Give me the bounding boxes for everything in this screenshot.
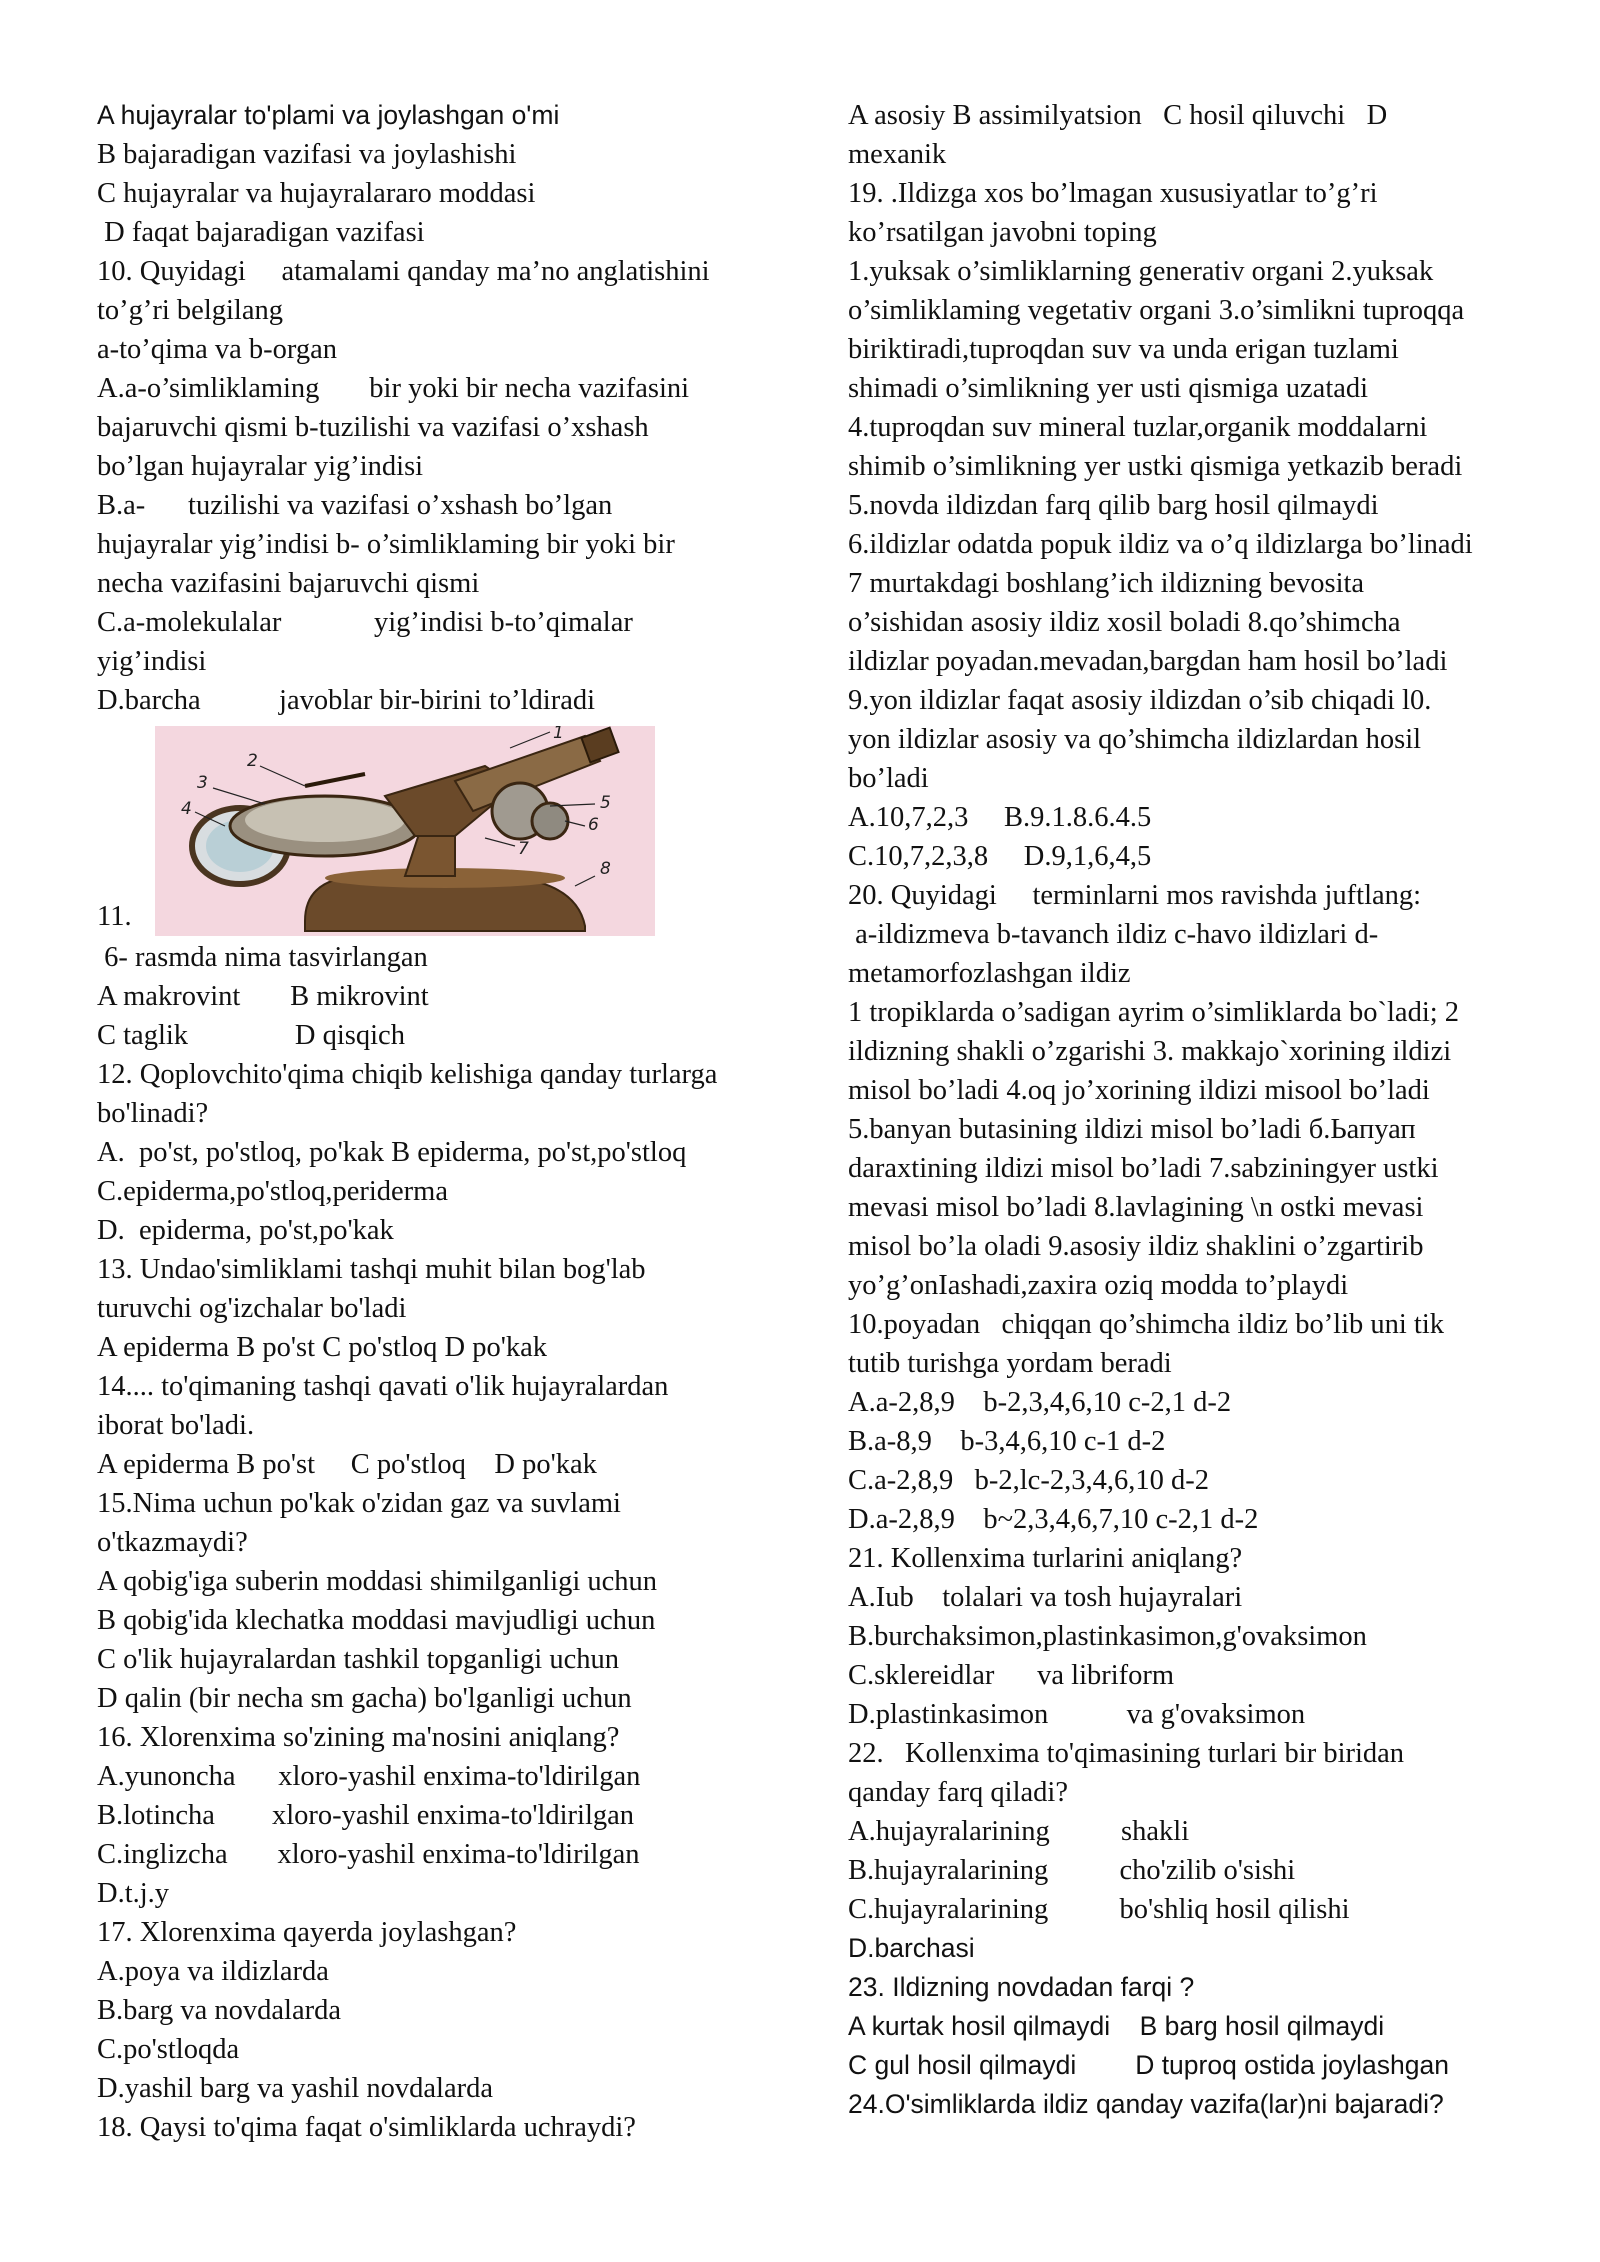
- leader-line-8: [575, 876, 595, 886]
- text-line: 5.novda ildizdan farq qilib barg hosil qilmaydi: [848, 490, 1379, 521]
- text-line: B.lotincha xloro-yashil enxima-to'ldirilgan: [97, 1800, 635, 1831]
- figure-label-1: 1: [553, 726, 564, 743]
- text-line: 16. Xlorenxima so'zining ma'nosini aniqlang?: [97, 1722, 620, 1753]
- text-line: iborat bo'ladi.: [97, 1410, 255, 1441]
- text-line: D.barcha javoblar bir-birini to’ldiradi: [97, 685, 596, 716]
- question-11-number: 11.: [97, 901, 132, 932]
- text-line: A hujayralar to'plami va joylashgan o'mi: [97, 100, 560, 130]
- text-line: C o'lik hujayralardan tashkil topganligi uchun: [97, 1644, 619, 1675]
- text-line: o’simliklaming vegetativ organi 3.o’simlikni tuproqqa: [848, 295, 1465, 326]
- text-line: A epiderma B po'st C po'stloq D po'kak: [97, 1449, 597, 1480]
- text-line: 9.yon ildizlar faqat asosiy ildizdan o’sib chiqadi l0.: [848, 685, 1432, 716]
- text-line: 19. .Ildizga xos bo’lmagan xususiyatlar to’g’ri: [848, 178, 1378, 209]
- text-line: 22. Kollenxima to'qimasining turlari bir biridan: [848, 1738, 1405, 1769]
- text-line: A.hujayralarining shakli: [848, 1816, 1190, 1847]
- leader-line-2: [260, 766, 305, 786]
- text-line: 13. Undao'simliklami tashqi muhit bilan bog'lab: [97, 1254, 646, 1285]
- text-line: C.10,7,2,3,8 D.9,1,6,4,5: [848, 841, 1152, 872]
- text-line: A.a-o’simliklaming bir yoki bir necha vazifasini: [97, 373, 690, 404]
- text-line: bo'linadi?: [97, 1098, 209, 1129]
- microscope-illustration: [155, 726, 655, 936]
- text-line: A qobig'iga suberin moddasi shimilganligi uchun: [97, 1566, 658, 1597]
- text-line: 4.tuproqdan suv mineral tuzlar,organik moddalarni: [848, 412, 1428, 443]
- text-line: o'tkazmaydi?: [97, 1527, 248, 1558]
- figure-label-3: 3: [197, 773, 208, 793]
- text-line: 10.poyadan chiqqan qo’shimcha ildiz bo’lib uni tik: [848, 1309, 1445, 1340]
- text-line: B.burchaksimon,plastinkasimon,g'ovaksimon: [848, 1621, 1367, 1652]
- text-line: 20. Quyidagi terminlarni mos ravishda juftlang:: [848, 880, 1422, 911]
- leader-line-1: [510, 732, 550, 748]
- text-line: 1.yuksak o’simliklarning generativ organi 2.yuksak: [848, 256, 1434, 287]
- text-line: D faqat bajaradigan vazifasi: [97, 217, 425, 248]
- text-line: hujayralar yig’indisi b- o’simliklaming bir yoki bir: [97, 529, 675, 560]
- text-line: A.poya va ildizlarda: [97, 1956, 329, 1987]
- microscope-drawing: [155, 726, 655, 936]
- text-line: tutib turishga yordam beradi: [848, 1348, 1172, 1379]
- text-line: A kurtak hosil qilmaydi B barg hosil qilmaydi: [848, 2011, 1385, 2041]
- text-line: C.a-2,8,9 b-2,lc-2,3,4,6,10 d-2: [848, 1465, 1209, 1496]
- text-line: 15.Nima uchun po'kak o'zidan gaz va suvlami: [97, 1488, 621, 1519]
- text-line: 7 murtakdagi boshlang’ich ildizning bevosita: [848, 568, 1365, 599]
- text-line: B.barg va novdalarda: [97, 1995, 342, 2026]
- stage-clip: [305, 774, 365, 786]
- text-line: mexanik: [848, 139, 947, 170]
- text-line: A epiderma B po'st C po'stloq D po'kak: [97, 1332, 548, 1363]
- right-column: [848, 96, 1503, 2124]
- leader-line-7: [485, 838, 515, 846]
- text-line: 10. Quyidagi atamalami qanday ma’no anglatishini: [97, 256, 710, 287]
- stage-top: [245, 798, 405, 842]
- text-line: to’g’ri belgilang: [97, 295, 283, 326]
- text-line: C taglik D qisqich: [97, 1020, 405, 1051]
- text-line: shimib o’simlikning yer ustki qismiga yetkazib beradi: [848, 451, 1463, 482]
- text-line: biriktiradi,tuproqdan suv va unda erigan tuzlami: [848, 334, 1399, 365]
- text-line: yo’g’onIashadi,zaxira oziq modda to’playdi: [848, 1270, 1349, 1301]
- text-line: 5.banyan butasining ildizi misol bo’ladi б.Ьапуап: [848, 1114, 1416, 1145]
- text-line: 6.ildizlar odatda popuk ildiz va o’q ildizlarga bo’linadi: [848, 529, 1473, 560]
- text-line: ildizning shakli o’zgarishi 3. makkajo`xorining ildizi: [848, 1036, 1452, 1067]
- text-line: 21. Kollenxima turlarini aniqlang?: [848, 1543, 1243, 1574]
- text-line: mevasi misol bo’ladi 8.lavlagining \n ostki mevasi: [848, 1192, 1424, 1223]
- text-line: A.Iub tolalari va tosh hujayralari: [848, 1582, 1243, 1613]
- text-line: A.10,7,2,3 B.9.1.8.6.4.5: [848, 802, 1152, 833]
- text-line: a-to’qima va b-organ: [97, 334, 338, 365]
- text-line: 14.... to'qimaning tashqi qavati o'lik hujayralardan: [97, 1371, 669, 1402]
- text-line: C hujayralar va hujayralararo moddasi: [97, 178, 536, 209]
- text-line: A. po'st, po'stloq, po'kak B epiderma, po'st,po'stloq: [97, 1137, 687, 1168]
- text-line: o’sishidan asosiy ildiz xosil boladi 8.qo’shimcha: [848, 607, 1401, 638]
- text-line: 18. Qaysi to'qima faqat o'simliklarda uchraydi?: [97, 2112, 636, 2143]
- text-line: bo’lgan hujayralar yig’indisi: [97, 451, 424, 482]
- text-line: D.t.j.y: [97, 1878, 170, 1909]
- figure-label-7: 7: [518, 839, 529, 859]
- text-line: turuvchi og'izchalar bo'ladi: [97, 1293, 407, 1324]
- text-line: A asosiy B assimilyatsion C hosil qiluvchi D: [848, 100, 1388, 131]
- text-line: yon ildizlar asosiy va qo’shimcha ildizlardan hosil: [848, 724, 1422, 755]
- left-text-block-bottom: [97, 938, 757, 2147]
- text-line: necha vazifasini bajaruvchi qismi: [97, 568, 480, 599]
- text-line: B.a- tuzilishi va vazifasi o’xshash bo’lgan: [97, 490, 613, 521]
- text-line: 24.O'simliklarda ildiz qanday vazifa(lar)ni bajaradi?: [848, 2089, 1444, 2119]
- right-text-block: [848, 96, 1503, 2124]
- question-11-figure-row: [97, 720, 757, 938]
- figure-label-5: 5: [600, 793, 611, 813]
- text-line: metamorfozlashgan ildiz: [848, 958, 1131, 989]
- text-line: 17. Xlorenxima qayerda joylashgan?: [97, 1917, 517, 1948]
- text-line: A makrovint B mikrovint: [97, 981, 429, 1012]
- text-line: misol bo’la oladi 9.asosiy ildiz shaklini o’zgartirib: [848, 1231, 1424, 1262]
- text-line: D.a-2,8,9 b~2,3,4,6,7,10 c-2,1 d-2: [848, 1504, 1259, 1535]
- left-text-block-top: [97, 96, 757, 720]
- text-line: D. epiderma, po'st,po'kak: [97, 1215, 394, 1246]
- text-line: C.epiderma,po'stloq,periderma: [97, 1176, 448, 1207]
- text-line: D.plastinkasimon va g'ovaksimon: [848, 1699, 1306, 1730]
- text-line: 12. Qoplovchito'qima chiqib kelishiga qanday turlarga: [97, 1059, 718, 1090]
- text-line: daraxtining ildizi misol bo’ladi 7.sabziningyer ustki: [848, 1153, 1439, 1184]
- text-line: C.sklereidlar va libriform: [848, 1660, 1175, 1691]
- text-line: 23. Ildizning novdadan farqi ?: [848, 1972, 1195, 2002]
- text-line: 1 tropiklarda o’sadigan ayrim o’simliklarda bo`ladi; 2: [848, 997, 1460, 1028]
- leader-line-3: [213, 788, 265, 804]
- text-line: C.hujayralarining bo'shliq hosil qilishi: [848, 1894, 1350, 1925]
- text-line: bo’ladi: [848, 763, 929, 794]
- text-line: B.a-8,9 b-3,4,6,10 c-1 d-2: [848, 1426, 1166, 1457]
- text-line: D.yashil barg va yashil novdalarda: [97, 2073, 493, 2104]
- text-line: A.yunoncha xloro-yashil enxima-to'ldirilgan: [97, 1761, 641, 1792]
- figure-label-2: 2: [247, 751, 258, 771]
- text-line: D.barchasi: [848, 1933, 975, 1963]
- text-line: B bajaradigan vazifasi va joylashishi: [97, 139, 517, 170]
- text-line: C gul hosil qilmaydi D tuproq ostida joylashgan: [848, 2050, 1449, 2080]
- text-line: D qalin (bir necha sm gacha) bo'lganligi uchun: [97, 1683, 632, 1714]
- text-line: 6- rasmda nima tasvirlangan: [97, 942, 428, 973]
- text-line: C.po'stloqda: [97, 2034, 240, 2065]
- text-line: qanday farq qiladi?: [848, 1777, 1068, 1808]
- left-column: [97, 96, 757, 2147]
- text-line: a-ildizmeva b-tavanch ildiz c-havo ildizlari d-: [848, 919, 1379, 950]
- text-line: bajaruvchi qismi b-tuzilishi va vazifasi o’xshash: [97, 412, 649, 443]
- text-line: shimadi o’simlikning yer usti qismiga uzatadi: [848, 373, 1369, 404]
- text-line: ildizlar poyadan.mevadan,bargdan ham hosil bo’ladi: [848, 646, 1448, 677]
- micro-screw: [532, 803, 568, 839]
- text-line: C.a-molekulalar yig’indisi b-to’qimalar: [97, 607, 633, 638]
- text-line: A.a-2,8,9 b-2,3,4,6,10 c-2,1 d-2: [848, 1387, 1232, 1418]
- text-line: ko’rsatilgan javobni toping: [848, 217, 1157, 248]
- figure-label-8: 8: [600, 859, 611, 879]
- figure-label-6: 6: [588, 815, 599, 835]
- text-line: C.inglizcha xloro-yashil enxima-to'ldirilgan: [97, 1839, 640, 1870]
- text-line: B.hujayralarining cho'zilib o'sishi: [848, 1855, 1296, 1886]
- text-line: misol bo’ladi 4.oq jo’xorining ildizi misool bo’ladi: [848, 1075, 1430, 1106]
- text-line: yig’indisi: [97, 646, 207, 677]
- text-line: B qobig'ida klechatka moddasi mavjudligi uchun: [97, 1605, 656, 1636]
- figure-label-4: 4: [181, 799, 192, 819]
